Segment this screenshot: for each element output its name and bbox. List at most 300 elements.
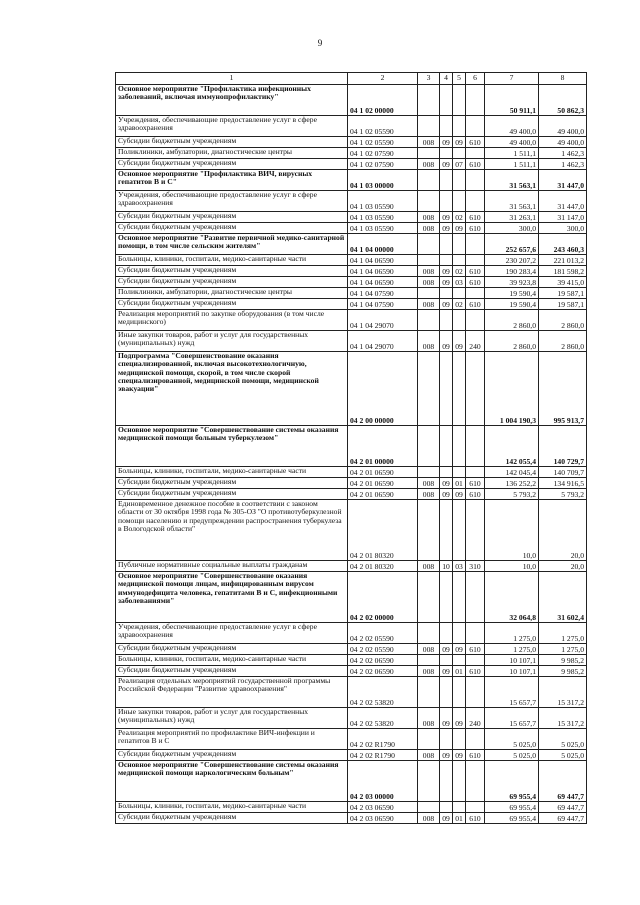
year2-amount-cell: 31 447,0 — [539, 170, 587, 191]
year1-amount-cell: 2 860,0 — [485, 331, 539, 352]
target-article-cell: 04 1 02 05590 — [348, 116, 418, 137]
year1-amount-cell: 2 860,0 — [485, 310, 539, 331]
section-code-cell — [440, 802, 453, 813]
expense-type-cell: 610 — [466, 478, 485, 489]
department-code-cell — [418, 288, 440, 299]
subsection-code-cell — [453, 761, 466, 802]
year1-amount-cell: 1 511,1 — [485, 148, 539, 159]
row-name-cell: Субсидии бюджетным учреждениям — [116, 750, 348, 761]
row-name-cell: Субсидии бюджетным учреждениям — [116, 644, 348, 655]
header-cell: 4 — [440, 73, 453, 85]
subsection-code-cell — [453, 352, 466, 426]
table-row — [116, 137, 587, 148]
section-code-cell — [440, 655, 453, 666]
row-name-cell: Субсидии бюджетным учреждениям — [116, 489, 348, 500]
year2-amount-cell: 20,0 — [539, 561, 587, 572]
table-row — [116, 191, 587, 212]
department-code-cell — [418, 310, 440, 331]
subsection-code-cell — [453, 234, 466, 255]
table-row — [116, 266, 587, 277]
year2-amount-cell: 995 913,7 — [539, 352, 587, 426]
expense-type-cell — [466, 255, 485, 266]
department-code-cell: 008 — [418, 666, 440, 677]
header-cell: 3 — [418, 73, 440, 85]
subsection-code-cell — [453, 310, 466, 331]
table-row — [116, 352, 587, 426]
expense-type-cell: 610 — [466, 159, 485, 170]
subsection-code-cell: 01 — [453, 478, 466, 489]
expense-type-cell: 610 — [466, 299, 485, 310]
expense-type-cell: 610 — [466, 813, 485, 824]
row-name-cell: Поликлиники, амбулатории, диагностические центры — [116, 288, 348, 299]
year2-amount-cell: 140 709,7 — [539, 467, 587, 478]
year2-amount-cell: 69 447,7 — [539, 813, 587, 824]
target-article-cell: 04 2 02 R1790 — [348, 729, 418, 750]
section-code-cell: 09 — [440, 644, 453, 655]
table-row — [116, 116, 587, 137]
year1-amount-cell: 69 955,4 — [485, 813, 539, 824]
section-code-cell: 09 — [440, 331, 453, 352]
year2-amount-cell: 1 462,3 — [539, 159, 587, 170]
subsection-code-cell: 09 — [453, 331, 466, 352]
year1-amount-cell: 19 590,4 — [485, 288, 539, 299]
row-name-cell: Основное мероприятие "Совершенствование системы оказания медицинской помощи наркологическим больным" — [116, 761, 348, 802]
section-code-cell: 09 — [440, 266, 453, 277]
year1-amount-cell: 5 793,2 — [485, 489, 539, 500]
expense-type-cell: 240 — [466, 331, 485, 352]
year1-amount-cell: 1 275,0 — [485, 623, 539, 644]
year2-amount-cell: 5 793,2 — [539, 489, 587, 500]
table-row — [116, 310, 587, 331]
subsection-code-cell: 09 — [453, 708, 466, 729]
table-row — [116, 478, 587, 489]
expense-type-cell: 610 — [466, 212, 485, 223]
year2-amount-cell: 15 317,2 — [539, 677, 587, 708]
year1-amount-cell: 5 025,0 — [485, 729, 539, 750]
section-code-cell: 09 — [440, 489, 453, 500]
year2-amount-cell: 69 447,7 — [539, 761, 587, 802]
section-code-cell — [440, 170, 453, 191]
department-code-cell: 008 — [418, 478, 440, 489]
expense-type-cell — [466, 467, 485, 478]
subsection-code-cell — [453, 677, 466, 708]
department-code-cell — [418, 677, 440, 708]
subsection-code-cell — [453, 191, 466, 212]
department-code-cell: 008 — [418, 299, 440, 310]
row-name-cell: Больницы, клиники, госпитали, медико-санитарные части — [116, 655, 348, 666]
table-row — [116, 813, 587, 824]
department-code-cell — [418, 467, 440, 478]
section-code-cell: 09 — [440, 223, 453, 234]
year2-amount-cell: 19 587,1 — [539, 288, 587, 299]
year2-amount-cell: 134 916,5 — [539, 478, 587, 489]
year1-amount-cell: 252 657,6 — [485, 234, 539, 255]
section-code-cell: 09 — [440, 813, 453, 824]
year2-amount-cell: 20,0 — [539, 500, 587, 561]
row-name-cell: Субсидии бюджетным учреждениям — [116, 478, 348, 489]
target-article-cell: 04 2 01 06590 — [348, 489, 418, 500]
year2-amount-cell: 1 275,0 — [539, 623, 587, 644]
year2-amount-cell: 2 860,0 — [539, 331, 587, 352]
table-row — [116, 426, 587, 467]
header-cell: 7 — [485, 73, 539, 85]
row-name-cell: Иные закупки товаров, работ и услуг для государственных (муниципальных) нужд — [116, 331, 348, 352]
year2-amount-cell: 1 275,0 — [539, 644, 587, 655]
department-code-cell: 008 — [418, 212, 440, 223]
department-code-cell — [418, 116, 440, 137]
target-article-cell: 04 2 01 06590 — [348, 478, 418, 489]
expense-type-cell — [466, 729, 485, 750]
department-code-cell: 008 — [418, 813, 440, 824]
subsection-code-cell — [453, 572, 466, 623]
table-row — [116, 666, 587, 677]
department-code-cell: 008 — [418, 750, 440, 761]
year1-amount-cell: 230 207,2 — [485, 255, 539, 266]
year1-amount-cell: 136 252,2 — [485, 478, 539, 489]
subsection-code-cell — [453, 500, 466, 561]
table-row — [116, 708, 587, 729]
target-article-cell: 04 1 04 06590 — [348, 277, 418, 288]
year1-amount-cell: 15 657,7 — [485, 708, 539, 729]
department-code-cell — [418, 623, 440, 644]
expense-type-cell: 610 — [466, 489, 485, 500]
section-code-cell — [440, 623, 453, 644]
table-row — [116, 561, 587, 572]
subsection-code-cell — [453, 255, 466, 266]
expense-type-cell — [466, 234, 485, 255]
row-name-cell: Субсидии бюджетным учреждениям — [116, 159, 348, 170]
department-code-cell: 008 — [418, 223, 440, 234]
subsection-code-cell — [453, 288, 466, 299]
section-code-cell — [440, 116, 453, 137]
subsection-code-cell — [453, 802, 466, 813]
year2-amount-cell: 19 587,1 — [539, 299, 587, 310]
section-code-cell: 09 — [440, 277, 453, 288]
year1-amount-cell: 32 064,8 — [485, 572, 539, 623]
year1-amount-cell: 1 275,0 — [485, 644, 539, 655]
table-row — [116, 85, 587, 116]
expense-type-cell — [466, 170, 485, 191]
department-code-cell — [418, 234, 440, 255]
year2-amount-cell: 31 147,0 — [539, 212, 587, 223]
section-code-cell: 09 — [440, 478, 453, 489]
department-code-cell: 008 — [418, 159, 440, 170]
table-header-row — [116, 73, 587, 85]
section-code-cell — [440, 234, 453, 255]
year1-amount-cell: 10,0 — [485, 561, 539, 572]
target-article-cell: 04 1 02 07590 — [348, 148, 418, 159]
row-name-cell: Реализация мероприятий по профилактике ВИЧ-инфекции и гепатитов В и С — [116, 729, 348, 750]
expense-type-cell: 240 — [466, 708, 485, 729]
table-row — [116, 729, 587, 750]
table-row — [116, 761, 587, 802]
year2-amount-cell: 15 317,2 — [539, 708, 587, 729]
year1-amount-cell: 69 955,4 — [485, 802, 539, 813]
department-code-cell: 008 — [418, 277, 440, 288]
target-article-cell: 04 1 04 07590 — [348, 288, 418, 299]
expense-type-cell: 610 — [466, 644, 485, 655]
subsection-code-cell: 01 — [453, 813, 466, 824]
section-code-cell — [440, 761, 453, 802]
row-name-cell: Подпрограмма "Совершенствование оказания специализированной, включая высокотехнологичную, медицинской помощи, скорой, в том числе скорой специализированной, медицинской помощи, медицинской эвакуации" — [116, 352, 348, 426]
subsection-code-cell — [453, 85, 466, 116]
target-article-cell: 04 2 02 R1790 — [348, 750, 418, 761]
expense-type-cell — [466, 655, 485, 666]
target-article-cell: 04 1 03 05590 — [348, 223, 418, 234]
department-code-cell — [418, 191, 440, 212]
year2-amount-cell: 49 400,0 — [539, 137, 587, 148]
target-article-cell: 04 2 01 80320 — [348, 500, 418, 561]
row-name-cell: Больницы, клиники, госпитали, медико-санитарные части — [116, 255, 348, 266]
subsection-code-cell — [453, 467, 466, 478]
target-article-cell: 04 1 04 06590 — [348, 266, 418, 277]
year1-amount-cell: 31 563,1 — [485, 170, 539, 191]
year2-amount-cell: 5 025,0 — [539, 750, 587, 761]
year1-amount-cell: 50 911,1 — [485, 85, 539, 116]
year1-amount-cell: 31 563,1 — [485, 191, 539, 212]
row-name-cell: Больницы, клиники, госпитали, медико-санитарные части — [116, 467, 348, 478]
subsection-code-cell: 02 — [453, 299, 466, 310]
subsection-code-cell: 02 — [453, 212, 466, 223]
department-code-cell — [418, 729, 440, 750]
expense-type-cell — [466, 572, 485, 623]
section-code-cell: 10 — [440, 561, 453, 572]
year2-amount-cell: 9 985,2 — [539, 655, 587, 666]
header-cell: 8 — [539, 73, 587, 85]
target-article-cell: 04 2 01 00000 — [348, 426, 418, 467]
subsection-code-cell: 09 — [453, 137, 466, 148]
department-code-cell: 008 — [418, 266, 440, 277]
target-article-cell: 04 2 01 80320 — [348, 561, 418, 572]
section-code-cell — [440, 729, 453, 750]
section-code-cell: 09 — [440, 212, 453, 223]
row-name-cell: Реализация отдельных мероприятий государственной программы Российской Федерации "Развитие здравоохранения" — [116, 677, 348, 708]
table-row — [116, 255, 587, 266]
expense-type-cell: 610 — [466, 266, 485, 277]
expense-type-cell: 610 — [466, 666, 485, 677]
row-name-cell: Поликлиники, амбулатории, диагностические центры — [116, 148, 348, 159]
section-code-cell: 09 — [440, 750, 453, 761]
department-code-cell — [418, 802, 440, 813]
year1-amount-cell: 142 045,4 — [485, 467, 539, 478]
expense-type-cell: 610 — [466, 137, 485, 148]
subsection-code-cell — [453, 623, 466, 644]
table-row — [116, 170, 587, 191]
year2-amount-cell: 49 400,0 — [539, 116, 587, 137]
year1-amount-cell: 10 107,1 — [485, 666, 539, 677]
year2-amount-cell: 31 447,0 — [539, 191, 587, 212]
subsection-code-cell: 09 — [453, 644, 466, 655]
target-article-cell: 04 2 02 05590 — [348, 623, 418, 644]
expense-type-cell — [466, 352, 485, 426]
row-name-cell: Субсидии бюджетным учреждениям — [116, 212, 348, 223]
target-article-cell: 04 1 03 05590 — [348, 212, 418, 223]
section-code-cell: 09 — [440, 708, 453, 729]
section-code-cell — [440, 572, 453, 623]
department-code-cell — [418, 500, 440, 561]
subsection-code-cell: 09 — [453, 489, 466, 500]
target-article-cell: 04 1 02 07590 — [348, 159, 418, 170]
budget-table — [115, 72, 587, 824]
year1-amount-cell: 39 923,8 — [485, 277, 539, 288]
row-name-cell: Субсидии бюджетным учреждениям — [116, 666, 348, 677]
row-name-cell: Реализация мероприятий по закупке оборудования (в том числе медицинского) — [116, 310, 348, 331]
subsection-code-cell: 07 — [453, 159, 466, 170]
year1-amount-cell: 19 590,4 — [485, 299, 539, 310]
table-row — [116, 750, 587, 761]
section-code-cell: 09 — [440, 137, 453, 148]
target-article-cell: 04 2 02 05590 — [348, 644, 418, 655]
department-code-cell: 008 — [418, 644, 440, 655]
table-row — [116, 159, 587, 170]
target-article-cell: 04 2 03 06590 — [348, 802, 418, 813]
section-code-cell: 09 — [440, 159, 453, 170]
row-name-cell: Основное мероприятие "Совершенствование системы оказания медицинской помощи больным туберкулезом" — [116, 426, 348, 467]
header-cell: 1 — [116, 73, 348, 85]
table-row — [116, 655, 587, 666]
header-cell: 6 — [466, 73, 485, 85]
expense-type-cell: 610 — [466, 750, 485, 761]
section-code-cell: 09 — [440, 666, 453, 677]
department-code-cell — [418, 148, 440, 159]
expense-type-cell — [466, 802, 485, 813]
expense-type-cell — [466, 85, 485, 116]
expense-type-cell: 610 — [466, 223, 485, 234]
table-row — [116, 148, 587, 159]
page-number: 9 — [317, 38, 323, 48]
expense-type-cell — [466, 310, 485, 331]
target-article-cell: 04 2 03 06590 — [348, 813, 418, 824]
table-row — [116, 467, 587, 478]
row-name-cell: Субсидии бюджетным учреждениям — [116, 277, 348, 288]
section-code-cell — [440, 191, 453, 212]
target-article-cell: 04 1 04 29070 — [348, 331, 418, 352]
year1-amount-cell: 15 657,7 — [485, 677, 539, 708]
table-row — [116, 234, 587, 255]
year2-amount-cell: 243 460,3 — [539, 234, 587, 255]
department-code-cell: 008 — [418, 137, 440, 148]
section-code-cell — [440, 467, 453, 478]
department-code-cell: 008 — [418, 708, 440, 729]
year2-amount-cell: 50 862,3 — [539, 85, 587, 116]
table-row — [116, 802, 587, 813]
table-row — [116, 644, 587, 655]
expense-type-cell — [466, 191, 485, 212]
header-cell: 5 — [453, 73, 466, 85]
target-article-cell: 04 2 02 06590 — [348, 655, 418, 666]
section-code-cell — [440, 677, 453, 708]
row-name-cell: Учреждения, обеспечивающие предоставление услуг в сфере здравоохранения — [116, 116, 348, 137]
section-code-cell — [440, 85, 453, 116]
row-name-cell: Субсидии бюджетным учреждениям — [116, 223, 348, 234]
header-cell: 2 — [348, 73, 418, 85]
row-name-cell: Основное мероприятие "Развитие первичной медико-санитарной помощи, в том числе сельским жителям" — [116, 234, 348, 255]
target-article-cell: 04 2 03 00000 — [348, 761, 418, 802]
subsection-code-cell: 09 — [453, 750, 466, 761]
subsection-code-cell: 02 — [453, 266, 466, 277]
expense-type-cell — [466, 148, 485, 159]
year1-amount-cell: 10 107,1 — [485, 655, 539, 666]
department-code-cell: 008 — [418, 489, 440, 500]
year2-amount-cell: 300,0 — [539, 223, 587, 234]
row-name-cell: Субсидии бюджетным учреждениям — [116, 266, 348, 277]
expense-type-cell — [466, 500, 485, 561]
row-name-cell: Субсидии бюджетным учреждениям — [116, 137, 348, 148]
year1-amount-cell: 142 055,4 — [485, 426, 539, 467]
table-row — [116, 288, 587, 299]
row-name-cell: Субсидии бюджетным учреждениям — [116, 813, 348, 824]
row-name-cell: Субсидии бюджетным учреждениям — [116, 299, 348, 310]
department-code-cell — [418, 170, 440, 191]
subsection-code-cell — [453, 170, 466, 191]
year2-amount-cell: 9 985,2 — [539, 666, 587, 677]
section-code-cell — [440, 426, 453, 467]
target-article-cell: 04 2 01 06590 — [348, 467, 418, 478]
expense-type-cell — [466, 761, 485, 802]
department-code-cell — [418, 655, 440, 666]
subsection-code-cell — [453, 729, 466, 750]
year1-amount-cell: 10,0 — [485, 500, 539, 561]
table-row — [116, 212, 587, 223]
year2-amount-cell: 181 598,2 — [539, 266, 587, 277]
target-article-cell: 04 1 03 00000 — [348, 170, 418, 191]
expense-type-cell — [466, 426, 485, 467]
expense-type-cell — [466, 623, 485, 644]
year1-amount-cell: 5 025,0 — [485, 750, 539, 761]
department-code-cell: 008 — [418, 561, 440, 572]
year2-amount-cell: 2 860,0 — [539, 310, 587, 331]
subsection-code-cell: 03 — [453, 277, 466, 288]
section-code-cell — [440, 352, 453, 426]
department-code-cell — [418, 572, 440, 623]
subsection-code-cell: 09 — [453, 223, 466, 234]
year2-amount-cell: 1 462,3 — [539, 148, 587, 159]
expense-type-cell: 310 — [466, 561, 485, 572]
target-article-cell: 04 1 03 05590 — [348, 191, 418, 212]
target-article-cell: 04 1 02 05590 — [348, 137, 418, 148]
subsection-code-cell — [453, 426, 466, 467]
expense-type-cell — [466, 677, 485, 708]
row-name-cell: Больницы, клиники, госпитали, медико-санитарные части — [116, 802, 348, 813]
table-row — [116, 572, 587, 623]
year1-amount-cell: 31 263,1 — [485, 212, 539, 223]
subsection-code-cell — [453, 116, 466, 137]
table-row — [116, 277, 587, 288]
year1-amount-cell: 300,0 — [485, 223, 539, 234]
department-code-cell — [418, 85, 440, 116]
table-row — [116, 500, 587, 561]
subsection-code-cell — [453, 655, 466, 666]
year1-amount-cell: 49 400,0 — [485, 116, 539, 137]
row-name-cell: Публичные нормативные социальные выплаты гражданам — [116, 561, 348, 572]
department-code-cell — [418, 352, 440, 426]
department-code-cell — [418, 426, 440, 467]
table-row — [116, 623, 587, 644]
target-article-cell: 04 2 02 53820 — [348, 708, 418, 729]
expense-type-cell — [466, 288, 485, 299]
target-article-cell: 04 2 00 00000 — [348, 352, 418, 426]
target-article-cell: 04 1 04 29070 — [348, 310, 418, 331]
section-code-cell: 09 — [440, 299, 453, 310]
target-article-cell: 04 2 02 06590 — [348, 666, 418, 677]
table-row — [116, 677, 587, 708]
target-article-cell: 04 1 04 07590 — [348, 299, 418, 310]
year1-amount-cell: 1 511,1 — [485, 159, 539, 170]
year2-amount-cell: 221 013,2 — [539, 255, 587, 266]
year2-amount-cell: 5 025,0 — [539, 729, 587, 750]
table-body — [116, 73, 587, 824]
row-name-cell: Основное мероприятие "Профилактика инфекционных заболеваний, включая иммунопрофилактику" — [116, 85, 348, 116]
